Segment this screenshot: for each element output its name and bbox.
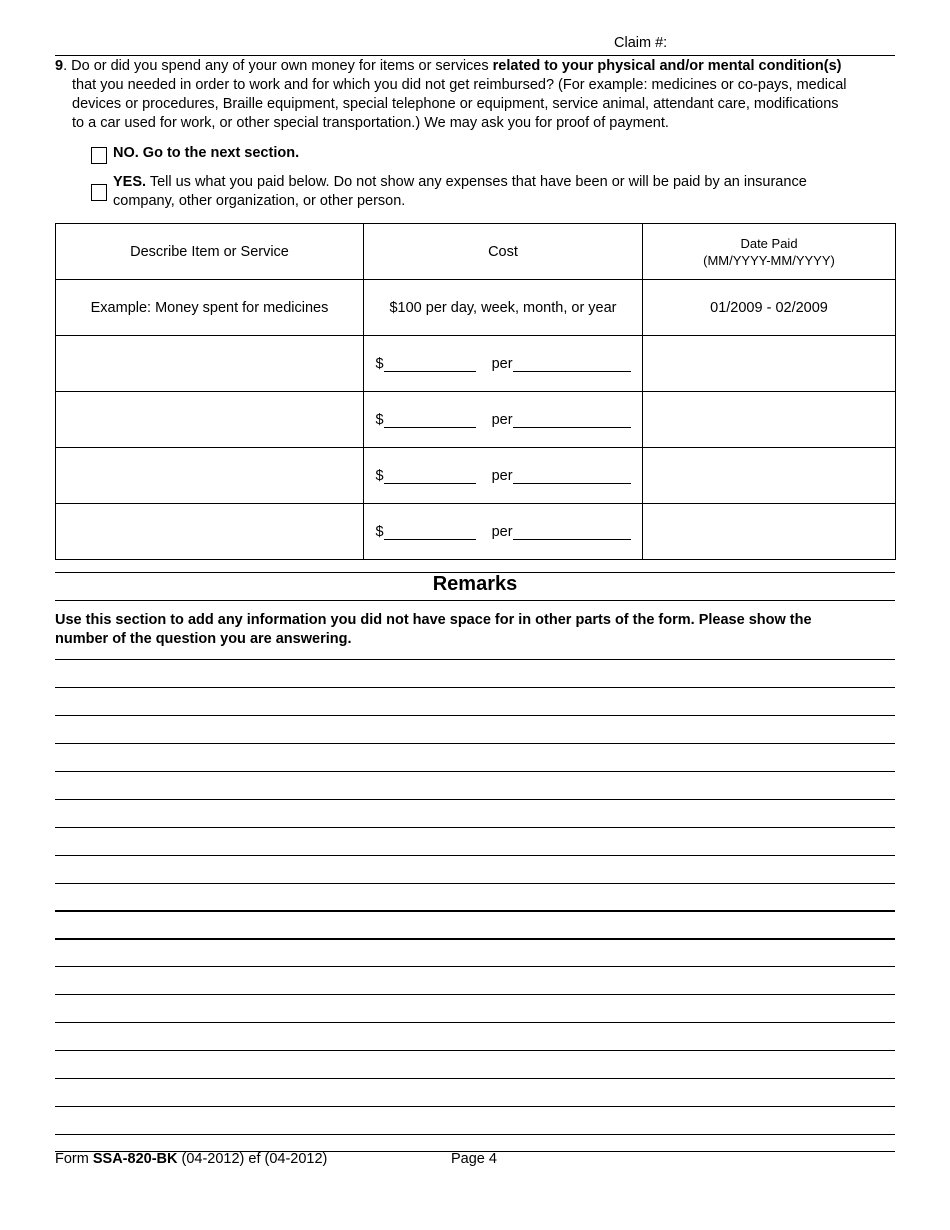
yes-label-bold: YES. xyxy=(113,174,147,190)
period-field[interactable] xyxy=(513,468,631,484)
table-row xyxy=(56,336,896,392)
remarks-line[interactable] xyxy=(55,938,895,940)
remarks-line[interactable] xyxy=(55,799,895,800)
dollar-sign: $ xyxy=(375,523,384,540)
question-9 xyxy=(55,57,900,133)
date-input-cell[interactable] xyxy=(643,392,896,448)
remarks-line[interactable] xyxy=(55,910,895,912)
table-row xyxy=(56,504,896,560)
per-label: per xyxy=(491,411,513,428)
remarks-line[interactable] xyxy=(55,855,895,856)
dollar-sign: $ xyxy=(375,411,384,428)
question-number: 9 xyxy=(55,58,64,74)
page-number: Page 4 xyxy=(451,1151,497,1167)
remarks-line[interactable] xyxy=(55,715,895,716)
yes-checkbox[interactable] xyxy=(91,184,107,201)
per-label: per xyxy=(491,467,513,484)
period-field[interactable] xyxy=(513,524,631,540)
remarks-line[interactable] xyxy=(55,1050,895,1051)
period-field[interactable] xyxy=(513,356,631,372)
header-divider xyxy=(55,55,895,56)
form-id-footer xyxy=(55,1151,327,1167)
remarks-line[interactable] xyxy=(55,687,895,688)
remarks-instructions-2: number of the question you are answering. xyxy=(55,631,352,647)
remarks-line[interactable] xyxy=(55,659,895,660)
remarks-line[interactable] xyxy=(55,827,895,828)
remarks-instructions xyxy=(55,611,895,649)
remarks-line[interactable] xyxy=(55,1106,895,1107)
question-text-bold: related to your physical and/or mental condition(s) xyxy=(492,58,842,74)
period-field[interactable] xyxy=(513,412,631,428)
amount-field[interactable] xyxy=(384,524,476,540)
table-header-row xyxy=(56,224,896,280)
describe-input-cell[interactable] xyxy=(56,336,364,392)
cost-cell xyxy=(364,504,643,560)
yes-label-text-2: company, other organization, or other person. xyxy=(113,193,406,209)
describe-input-cell[interactable] xyxy=(56,504,364,560)
yes-option-label xyxy=(113,173,873,211)
table-row xyxy=(56,448,896,504)
cost-cell xyxy=(364,336,643,392)
no-option-label: NO. Go to the next section. xyxy=(113,145,300,161)
header-date-paid-label: Date Paid xyxy=(740,235,798,251)
per-label: per xyxy=(491,355,513,372)
amount-field[interactable] xyxy=(384,468,476,484)
question-text-line2: that you needed in order to work and for which you did not get reimbursed? (For example: medicines or co-pays, medical xyxy=(72,77,847,93)
header-describe: Describe Item or Service xyxy=(56,224,364,280)
form-suffix: (04-2012) ef (04-2012) xyxy=(177,1151,328,1167)
form-prefix: Form xyxy=(55,1151,93,1167)
dollar-sign: $ xyxy=(375,355,384,372)
describe-input-cell[interactable] xyxy=(56,392,364,448)
date-input-cell[interactable] xyxy=(643,504,896,560)
remarks-instructions-1: Use this section to add any information you did not have space for in other parts of the form. Please show the xyxy=(55,612,812,628)
yes-label-text: Tell us what you paid below. Do not show any expenses that have been or will be paid by an insurance xyxy=(146,174,807,190)
example-date: 01/2009 - 02/2009 xyxy=(643,280,896,336)
remarks-title-divider xyxy=(55,600,895,601)
claim-number-label: Claim #: xyxy=(614,35,668,51)
example-describe: Example: Money spent for medicines xyxy=(56,280,364,336)
remarks-line[interactable] xyxy=(55,771,895,772)
remarks-line[interactable] xyxy=(55,1078,895,1079)
remarks-line[interactable] xyxy=(55,883,895,884)
header-date-format: (MM/YYYY-MM/YYYY) xyxy=(703,252,835,268)
expenses-table xyxy=(55,223,896,560)
remarks-line[interactable] xyxy=(55,1022,895,1023)
header-cost: Cost xyxy=(364,224,643,280)
cost-cell xyxy=(364,392,643,448)
per-label: per xyxy=(491,523,513,540)
table-row xyxy=(56,392,896,448)
amount-field[interactable] xyxy=(384,412,476,428)
header-date-paid xyxy=(643,224,896,280)
date-input-cell[interactable] xyxy=(643,336,896,392)
remarks-line[interactable] xyxy=(55,966,895,967)
question-text-line4: to a car used for work, or other special transportation.) We may ask you for proof of payment. xyxy=(72,115,669,131)
table-example-row xyxy=(56,280,896,336)
form-id: SSA-820-BK xyxy=(92,1151,178,1167)
dollar-sign: $ xyxy=(375,467,384,484)
date-input-cell[interactable] xyxy=(643,448,896,504)
remarks-line[interactable] xyxy=(55,743,895,744)
remarks-line[interactable] xyxy=(55,994,895,995)
example-cost: $100 per day, week, month, or year xyxy=(364,280,643,336)
amount-field[interactable] xyxy=(384,356,476,372)
remarks-title: Remarks xyxy=(432,573,518,595)
cost-cell xyxy=(364,448,643,504)
remarks-line[interactable] xyxy=(55,1134,895,1135)
describe-input-cell[interactable] xyxy=(56,448,364,504)
no-checkbox[interactable] xyxy=(91,147,107,164)
question-text: . Do or did you spend any of your own money for items or services xyxy=(63,58,493,74)
question-text-line3: devices or procedures, Braille equipment, special telephone or equipment, service animal, attendant care, modifications xyxy=(72,96,839,112)
